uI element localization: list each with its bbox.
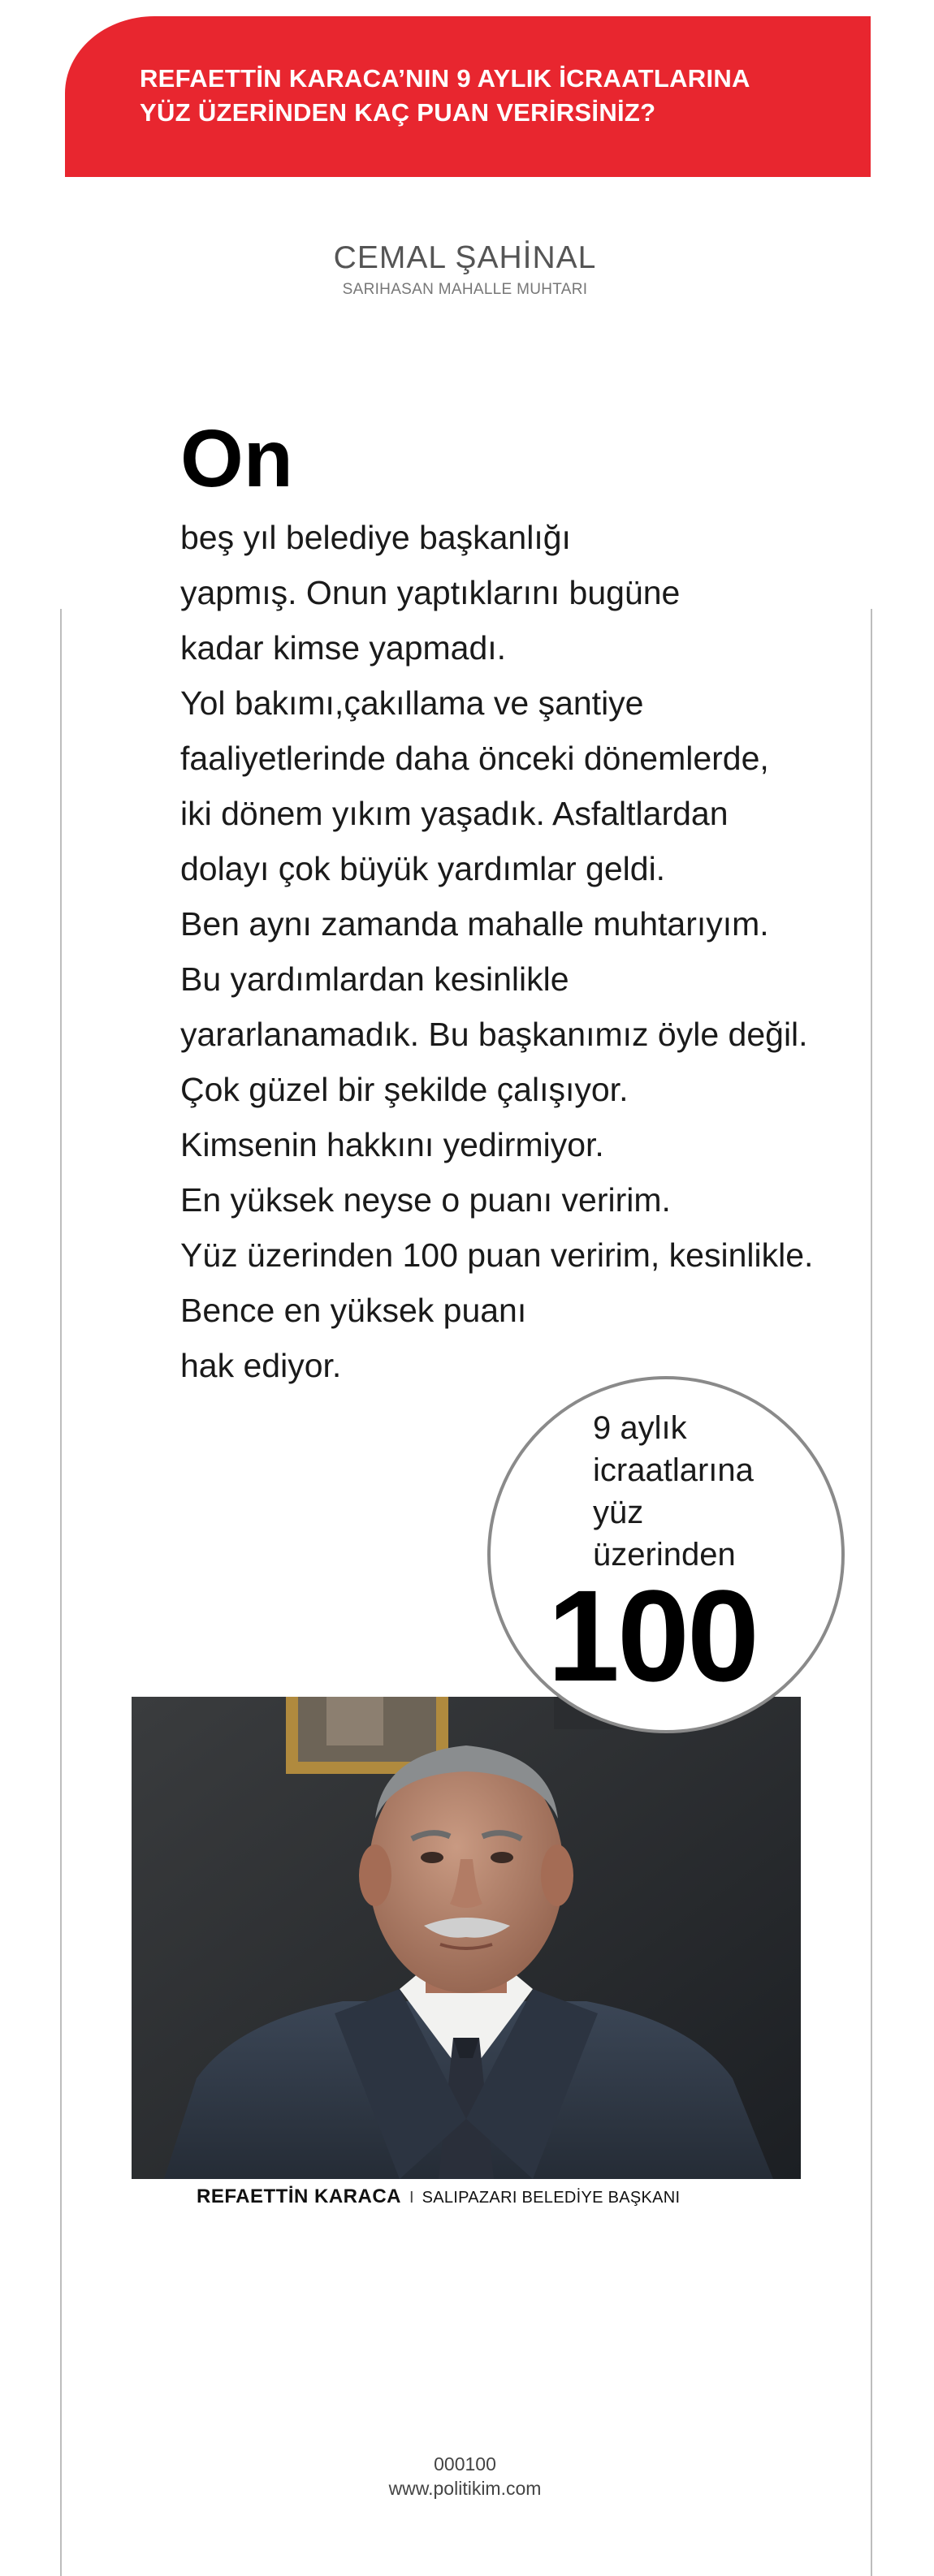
article-line: Kimsenin hakkını yedirmiyor. (180, 1126, 604, 1163)
portrait-illustration (132, 1697, 801, 2179)
headline-line-2: YÜZ ÜZERİNDEN KAÇ PUAN VERİRSİNİZ? (140, 98, 656, 127)
score-value: 100 (547, 1563, 757, 1708)
article-line: yapmış. Onun yaptıklarını bugüne (180, 574, 681, 611)
score-label-line: icraatlarına (593, 1452, 754, 1488)
article-line: Bu yardımlardan kesinlikle (180, 960, 569, 998)
article-line: Yüz üzerinden 100 puan veririm, kesinlikle. (180, 1236, 814, 1274)
caption-separator: I (409, 2189, 414, 2207)
caption-title: SALIPAZARI BELEDİYE BAŞKANI (422, 2189, 681, 2207)
article-line: Çok güzel bir şekilde çalışıyor. (180, 1071, 629, 1108)
right-divider (871, 609, 872, 2576)
article-line: yararlanamadık. Bu başkanımız öyle değil. (180, 1016, 808, 1053)
headline-line-1: REFAETTİN KARACA’NIN 9 AYLIK İCRAATLARINA (140, 64, 750, 93)
photo-caption (197, 2186, 680, 2208)
score-label-line: yüz (593, 1495, 644, 1530)
article-line: hak ediyor. (180, 1347, 342, 1384)
mayor-portrait-photo (132, 1697, 801, 2179)
author-name: CEMAL ŞAHİNAL (333, 240, 597, 275)
article-line: kadar kimse yapmadı. (180, 629, 507, 667)
article-line: Ben aynı zamanda mahalle muhtarıyım. (180, 905, 769, 943)
footer-website-link[interactable]: www.politikim.com (388, 2478, 542, 2499)
author-title: SARIHASAN MAHALLE MUHTARI (342, 281, 588, 298)
score-label-line: 9 aylık (593, 1410, 687, 1446)
article-line: Yol bakımı,çakıllama ve şantiye (180, 684, 644, 722)
caption-name: REFAETTİN KARACA (197, 2186, 401, 2207)
headline-banner (65, 16, 871, 177)
score-circle (487, 1376, 845, 1733)
article-line: beş yıl belediye başkanlığı (180, 519, 571, 556)
article-line: Bence en yüksek puanı (180, 1292, 527, 1329)
article-body (180, 414, 846, 1393)
left-divider (60, 609, 62, 2576)
author-byline (0, 240, 930, 299)
article-line: faaliyetlerinde daha önceki dönemlerde, (180, 740, 769, 777)
article-line: En yüksek neyse o puanı veririm. (180, 1181, 671, 1219)
lead-word: On (180, 413, 293, 504)
page-footer (0, 2452, 930, 2500)
footer-code: 000100 (434, 2453, 496, 2475)
score-label-line: üzerinden (593, 1537, 736, 1573)
score-label (593, 1407, 754, 1576)
article-line: dolayı çok büyük yardımlar geldi. (180, 850, 666, 887)
article-line: iki dönem yıkım yaşadık. Asfaltlardan (180, 795, 729, 832)
